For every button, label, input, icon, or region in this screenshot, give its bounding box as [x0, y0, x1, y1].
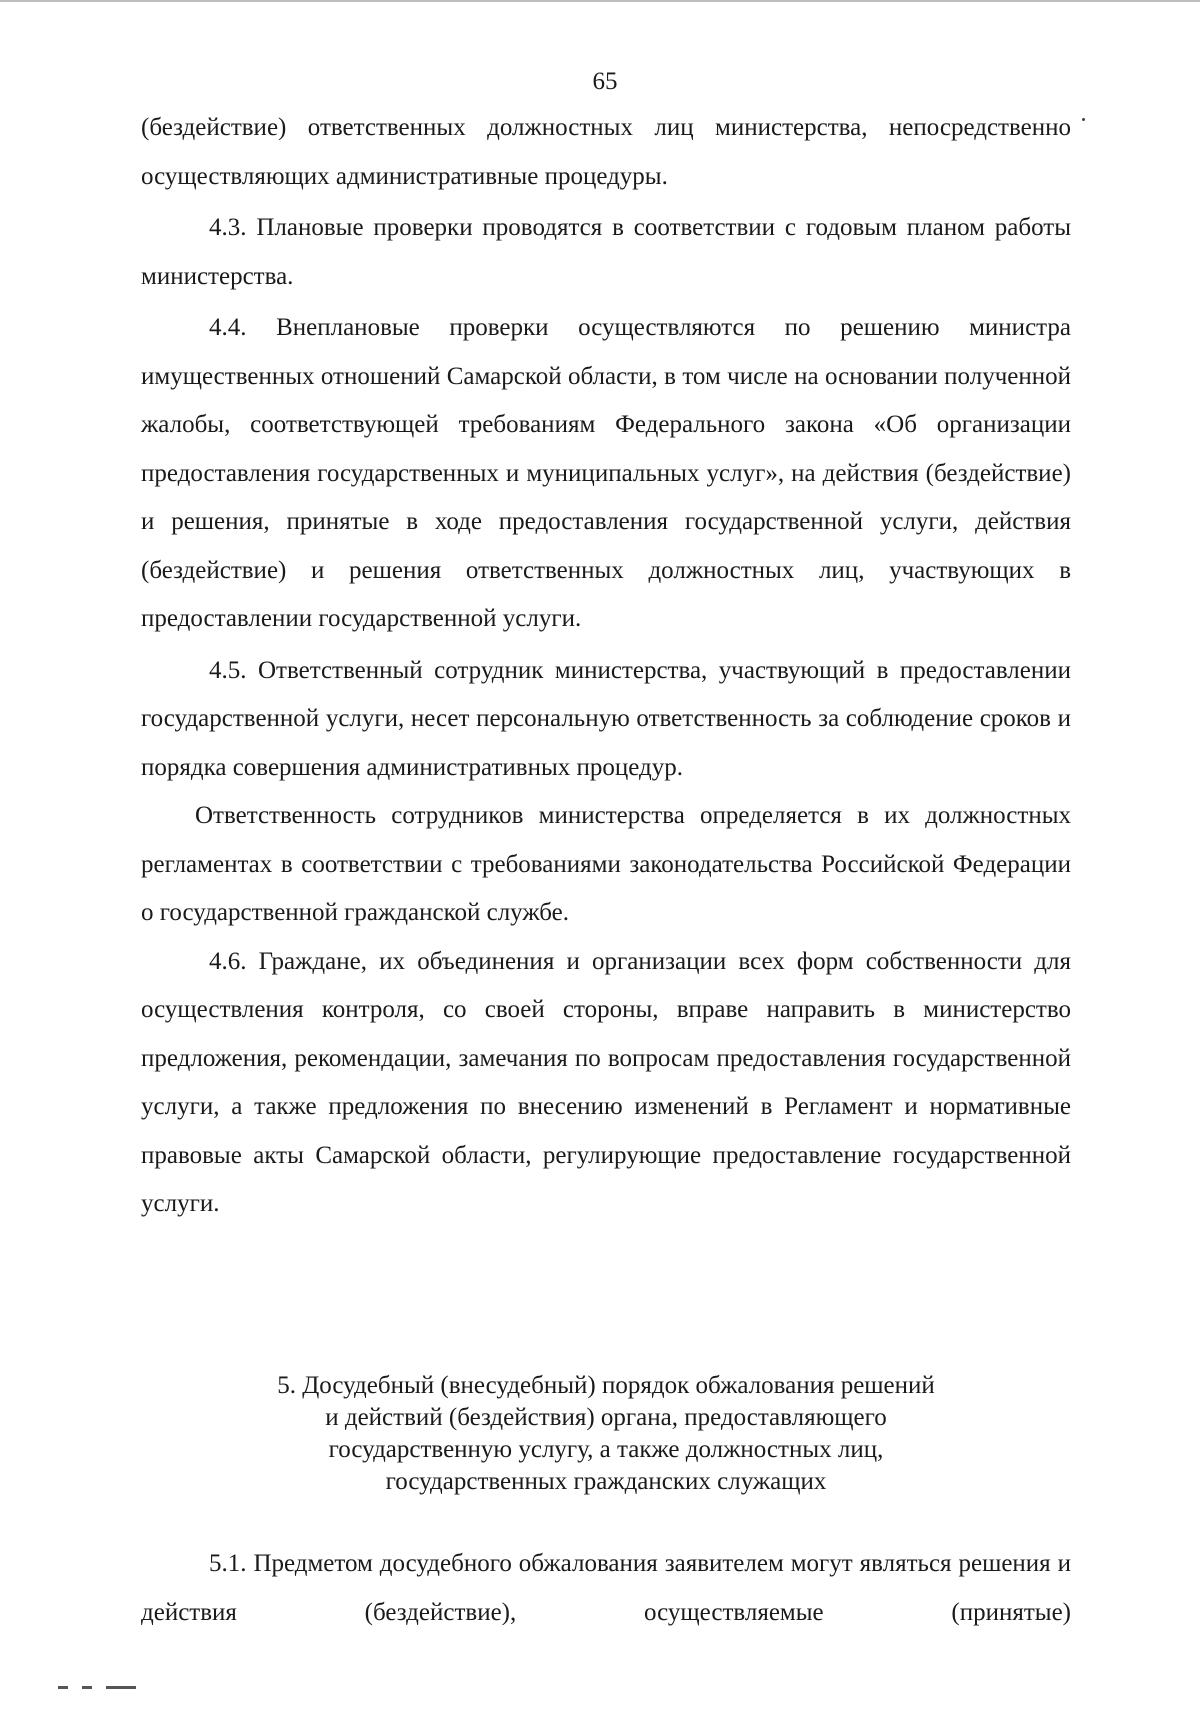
scan-top-edge	[0, 0, 1200, 2]
scan-bottom-marks	[58, 1686, 178, 1696]
section-5-heading	[141, 1370, 1071, 1498]
heading-line: государственную услугу, а также должностных лиц,	[328, 1436, 884, 1463]
paragraph-4-3: 4.3. Плановые проверки проводятся в соответствии с годовым планом работы министерства.	[141, 214, 1071, 290]
page-number: 65	[592, 68, 618, 95]
paragraph-responsibility: Ответственность сотрудников министерства определяется в их должностных регламентах в соответствии с требованиями законодательства Российской Федерации о государственной гражданской службе.	[141, 802, 1071, 926]
paragraph-4-6: 4.6. Граждане, их объединения и организации всех форм собственности для осуществления контроля, со своей стороны, вправе направить в министерство предложения, рекомендации, замечания по вопросам предоставления государственной услуги, а также предложения по внесению изменений в Регламент и нормативные правовые акты Самарской области, регулирующие предоставление государственной услуги.	[141, 947, 1071, 1217]
heading-line: 5. Досудебный (внесудебный) порядок обжалования решений	[277, 1372, 935, 1399]
heading-line: и действий (бездействия) органа, предоставляющего	[325, 1404, 887, 1431]
heading-line: государственных гражданских служащих	[385, 1468, 827, 1495]
paragraph-4-4: 4.4. Внеплановые проверки осуществляются по решению министра имущественных отношений Самарской области, в том числе на основании полученной жалобы, соответствующей требованиям Федерального закона «Об организации предоставления государственных и муниципальных услуг», на действия (бездействие) и решения, принятые в ходе предоставления государственной услуги, действия (бездействие) и решения ответственных должностных лиц, участвующих в предоставлении государственной услуги.	[141, 314, 1071, 632]
paragraph-5-1: 5.1. Предметом досудебного обжалования заявителем могут являться решения и действия (бездействие), осуществляемые (принятые)	[141, 1550, 1071, 1626]
scan-speck	[1082, 118, 1085, 121]
body-text	[141, 104, 1071, 1229]
section-5-body	[141, 1540, 1071, 1637]
paragraph-continuation: (бездействие) ответственных должностных лиц министерства, непосредственно осуществляющих административные процедуры.	[141, 114, 1071, 190]
paragraph-4-5: 4.5. Ответственный сотрудник министерства, участвующий в предоставлении государственной услуги, несет персональную ответственность за соблюдение сроков и порядка совершения административных процедур.	[141, 656, 1071, 781]
